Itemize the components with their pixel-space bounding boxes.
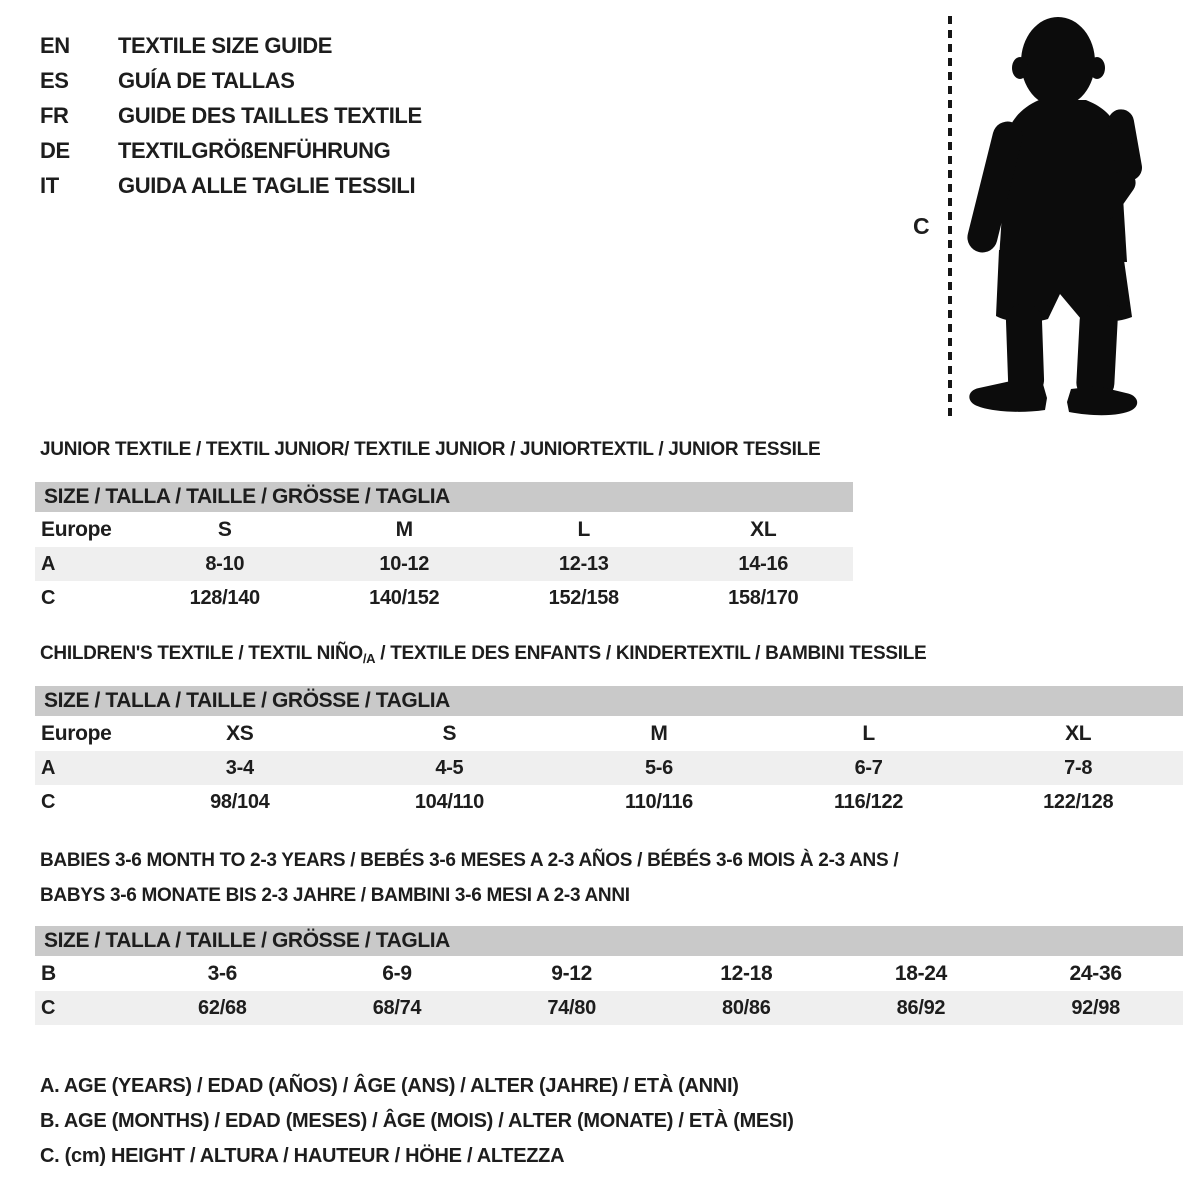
age-cell: 5-6 [644, 756, 673, 779]
size-cell: L [577, 517, 591, 541]
toddler-silhouette-icon [955, 10, 1147, 418]
language-code: IT [40, 173, 59, 198]
height-cell: 86/92 [896, 996, 946, 1019]
table-row [35, 991, 1183, 1025]
height-cell: 104/110 [414, 790, 484, 813]
junior-size-table [35, 512, 853, 615]
legend-line-a: A. AGE (YEARS) / EDAD (AÑOS) / ÂGE (ANS) / ALTER (JAHRE) / ETÀ (ANNI) [40, 1075, 739, 1097]
size-cell: S [217, 517, 232, 541]
babies-size-header-bar: SIZE / TALLA / TAILLE / GRÖSSE / TAGLIA [35, 926, 1183, 956]
row-label: C [41, 996, 56, 1019]
height-cell: 110/116 [624, 790, 693, 813]
children-title-sub: /A [362, 651, 376, 666]
size-cell: M [395, 517, 413, 541]
legend-line-c: C. (cm) HEIGHT / ALTURA / HAUTEUR / HÖHE / ALTEZZA [40, 1145, 565, 1167]
size-cell: M [650, 721, 668, 745]
height-cell: 62/68 [198, 996, 247, 1019]
table-row [35, 581, 853, 615]
junior-section-title: JUNIOR TEXTILE / TEXTIL JUNIOR/ TEXTILE JUNIOR / JUNIORTEXTIL / JUNIOR TESSILE [40, 439, 821, 460]
language-code: DE [40, 138, 70, 163]
height-cell: 116/122 [834, 790, 904, 813]
guide-title-en: TEXTILE SIZE GUIDE [118, 33, 333, 58]
height-cell: 140/152 [369, 586, 440, 609]
language-title-list [40, 28, 422, 203]
guide-title-de: TEXTILGRÖßENFÜHRUNG [118, 138, 391, 163]
row-label: A [41, 552, 56, 575]
height-cell: 152/158 [548, 586, 619, 609]
height-cell: 122/128 [1043, 790, 1114, 813]
language-row [40, 28, 422, 63]
height-cell: 158/170 [728, 586, 799, 609]
age-cell: 12-18 [720, 961, 773, 985]
babies-table [35, 926, 1183, 1025]
language-code: EN [40, 33, 70, 58]
size-cell: XL [750, 517, 777, 541]
babies-section-title [40, 843, 898, 913]
babies-title-line2: BABYS 3-6 MONATE BIS 2-3 JAHRE / BAMBINI 3-6 MESI A 2-3 ANNI [40, 885, 630, 906]
size-cell: XL [1065, 721, 1092, 745]
children-title-pre: CHILDREN'S TEXTILE / TEXTIL NIÑO [40, 643, 363, 664]
row-label: Europe [41, 517, 112, 541]
language-code: FR [40, 103, 69, 128]
babies-size-table [35, 956, 1183, 1025]
language-row [40, 63, 422, 98]
age-cell: 9-12 [551, 961, 593, 985]
children-table [35, 686, 1183, 819]
language-code: ES [40, 68, 69, 93]
children-size-header-bar: SIZE / TALLA / TAILLE / GRÖSSE / TAGLIA [35, 686, 1183, 716]
age-cell: 3-4 [225, 756, 254, 779]
height-cell: 80/86 [722, 996, 771, 1019]
size-cell: L [862, 721, 875, 745]
age-cell: 24-36 [1069, 961, 1122, 985]
age-cell: 12-13 [558, 552, 609, 575]
guide-title-it: GUIDA ALLE TAGLIE TESSILI [118, 173, 416, 198]
junior-size-header-bar: SIZE / TALLA / TAILLE / GRÖSSE / TAGLIA [35, 482, 853, 512]
babies-title-line1: BABIES 3-6 MONTH TO 2-3 YEARS / BEBÉS 3-6 MESES A 2-3 AÑOS / BÉBÉS 3-6 MOIS À 2-3 ANS / [40, 850, 899, 871]
table-row [35, 547, 853, 581]
children-section-title [40, 636, 926, 676]
height-measure-label: C [913, 213, 930, 239]
age-cell: 8-10 [205, 552, 245, 575]
guide-title-fr: GUIDE DES TAILLES TEXTILE [118, 103, 422, 128]
children-size-table [35, 716, 1183, 819]
language-row [40, 168, 422, 203]
age-cell: 7-8 [1064, 756, 1093, 779]
table-row [35, 716, 1183, 751]
age-cell: 10-12 [379, 552, 430, 575]
language-row [40, 98, 422, 133]
age-cell: 18-24 [894, 961, 948, 985]
height-cell: 68/74 [372, 996, 422, 1019]
guide-title-es: GUÍA DE TALLAS [118, 68, 295, 93]
row-label: C [41, 586, 56, 609]
age-cell: 4-5 [435, 756, 464, 779]
junior-table [35, 482, 853, 615]
table-row [35, 512, 853, 547]
row-label: A [41, 756, 56, 779]
language-row [40, 133, 422, 168]
height-measure-dashed-line [948, 16, 952, 416]
table-row [35, 785, 1183, 819]
size-cell: XS [226, 721, 254, 745]
height-cell: 74/80 [547, 996, 596, 1019]
row-label: Europe [41, 721, 112, 745]
size-cell: S [442, 721, 457, 745]
children-title-post: / TEXTILE DES ENFANTS / KINDERTEXTIL / BAMBINI TESSILE [375, 643, 927, 664]
age-cell: 6-9 [382, 961, 412, 985]
table-row [35, 956, 1183, 991]
age-cell: 3-6 [207, 961, 238, 985]
height-cell: 128/140 [189, 586, 260, 609]
legend-line-b: B. AGE (MONTHS) / EDAD (MESES) / ÂGE (MOIS) / ALTER (MONATE) / ETÀ (MESI) [40, 1110, 794, 1132]
height-cell: 92/98 [1071, 996, 1120, 1019]
table-row [35, 751, 1183, 785]
age-cell: 14-16 [738, 552, 789, 575]
measure-legend [40, 1069, 794, 1174]
height-cell: 98/104 [210, 790, 270, 813]
row-label: C [41, 790, 56, 813]
row-label: B [41, 961, 56, 985]
age-cell: 6-7 [854, 756, 883, 779]
